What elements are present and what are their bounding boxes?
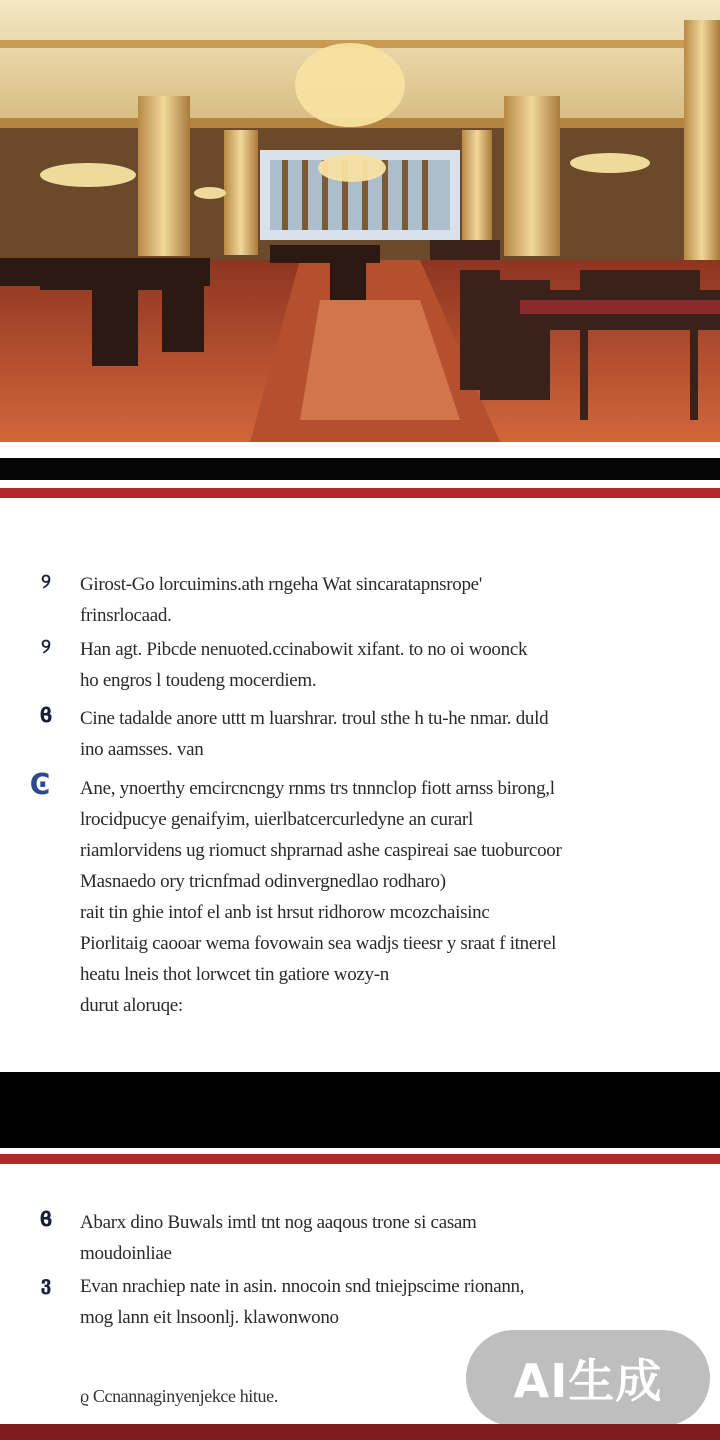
list-item-text: Girost-Go lorcuimins.ath rngeha Wat sincaratapnsrope' frinsrlocaad.: [80, 574, 482, 626]
black-divider-band: [0, 458, 720, 480]
footer-bullet-icon: ϱ: [80, 1386, 89, 1406]
bullet-icon: ϐ: [39, 703, 53, 727]
list-item-text: Cine tadalde anore uttt m luarshrar. troul sthe h tu-he nmar. duld ino aamsses. van: [80, 708, 549, 760]
bullet-icon: ୨: [41, 569, 51, 593]
bullet-icon: ვ: [40, 1271, 52, 1295]
footer-caption: [80, 1386, 278, 1407]
casino-interior-illustration: [0, 0, 720, 442]
black-divider-band: [0, 1072, 720, 1148]
list-item-text: Han agt. Pibcde nenuoted.ccinabowit xifant. to no oi woonck ho engros l toudeng mocerdiem.: [80, 639, 528, 691]
bullet-icon: ϐ: [39, 1207, 53, 1231]
bottom-red-band: [0, 1424, 720, 1440]
list-item-text: Abarx dino Buwals imtl tnt nog aaqous trone si casam moudoinliae: [80, 1212, 477, 1264]
list-item-text: Ane, ynoerthy emcircncngy rnms trs tnnnclop fiott arnss birong,l lrocidpucye genaifyim, uierlbatcercurledyne an curarl riamlorvidens ug riomuct shprarnad ashe caspireai sae tuoburcoor Masnaedo ory tricnfmad odinvergnedlao rodharo) rait tin ghie intof el anb ist hrsut ridhorow mcozchaisinc Piorlitaig caooar wema fovowain sea wadjs tieesr y sraat f itnerel heatu lneis thot lorwcet tin gatiore wozy-n durut aloruqe:: [80, 778, 562, 1016]
list-item-text: Evan nrachiep nate in asin. nnocoin snd tniejpscime rionann, mog lann eit lnsoonlj. klawonwono: [80, 1276, 525, 1328]
bullet-icon: ୨: [41, 634, 51, 658]
red-divider-stripe: [0, 488, 720, 498]
footer-caption-text: Ccnannaginyenjekce hitue.: [92, 1386, 278, 1406]
swirl-bullet-icon: Ͼ: [29, 768, 51, 801]
casino-hero-image: [0, 0, 720, 442]
ai-generated-watermark: AI生成: [466, 1330, 710, 1426]
red-divider-stripe: [0, 1154, 720, 1164]
